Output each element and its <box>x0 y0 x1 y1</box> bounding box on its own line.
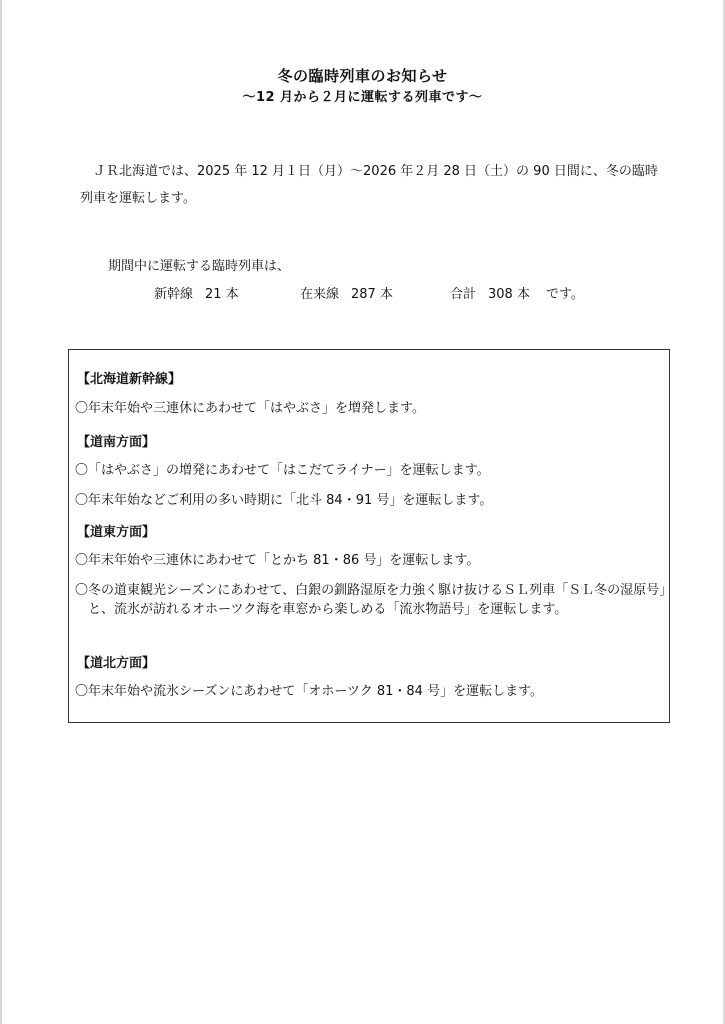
list-item: 〇年末年始や三連休にあわせて「とかち 81・86 号」を運転します。 <box>75 553 480 568</box>
total-suffix: です。 <box>545 287 584 302</box>
page-title: 冬の臨時列車のお知らせ <box>277 67 448 85</box>
section-heading-douhoku: 【道北方面】 <box>77 656 156 671</box>
section-heading-doutou: 【道東方面】 <box>77 525 156 540</box>
circle-bullet-icon: 〇 <box>75 583 89 598</box>
intro-text: ＪＲ北海道では、2025 年 12 月１日（月）～2026 年２月 28 日（土）の 90 日間に、冬の臨時列車を運転します。 <box>80 164 658 206</box>
list-item: 〇冬の道東観光シーズンにあわせて、白銀の釧路湿原を力強く駆け抜けるＳＬ列車「ＳＬ冬の湿原号」と、流氷が訪れるオホーツク海を車窓から楽しめる「流氷物語号」を運転します。 <box>75 583 666 617</box>
list-item: 〇年末年始や三連休にあわせて「はやぶさ」を増発します。 <box>75 401 425 416</box>
count-total <box>450 283 584 302</box>
shinkansen-label: 新幹線 <box>154 287 194 302</box>
period-text: 期間中に運転する臨時列車は、 <box>108 259 291 274</box>
train-list-box <box>68 349 670 723</box>
total-value: 308 本 <box>488 287 530 302</box>
circle-bullet-icon: 〇 <box>75 553 89 568</box>
circle-bullet-icon: 〇 <box>75 493 89 508</box>
list-item: 〇年末年始や流氷シーズンにあわせて「オホーツク 81・84 号」を運転します。 <box>75 684 544 699</box>
page-subtitle: ～12 月から２月に運転する列車です～ <box>242 90 483 105</box>
zairai-label: 在来線 <box>300 287 340 302</box>
zairai-value: 287 本 <box>351 287 393 302</box>
section-heading-shinkansen: 【北海道新幹線】 <box>77 372 182 387</box>
count-zairai <box>300 283 393 302</box>
shinkansen-value: 21 本 <box>205 287 239 302</box>
count-shinkansen <box>154 283 239 302</box>
circle-bullet-icon: 〇 <box>75 401 89 416</box>
section-heading-dounan: 【道南方面】 <box>77 435 156 450</box>
page-left-edge <box>0 0 2 1024</box>
list-item: 〇年末年始などご利用の多い時期に「北斗 84・91 号」を運転します。 <box>75 493 493 508</box>
list-item: 〇「はやぶさ」の増発にあわせて「はこだてライナー」を運転します。 <box>75 463 490 478</box>
circle-bullet-icon: 〇 <box>75 463 89 478</box>
intro-paragraph <box>80 158 670 212</box>
total-label: 合計 <box>450 287 477 302</box>
circle-bullet-icon: 〇 <box>75 684 89 699</box>
